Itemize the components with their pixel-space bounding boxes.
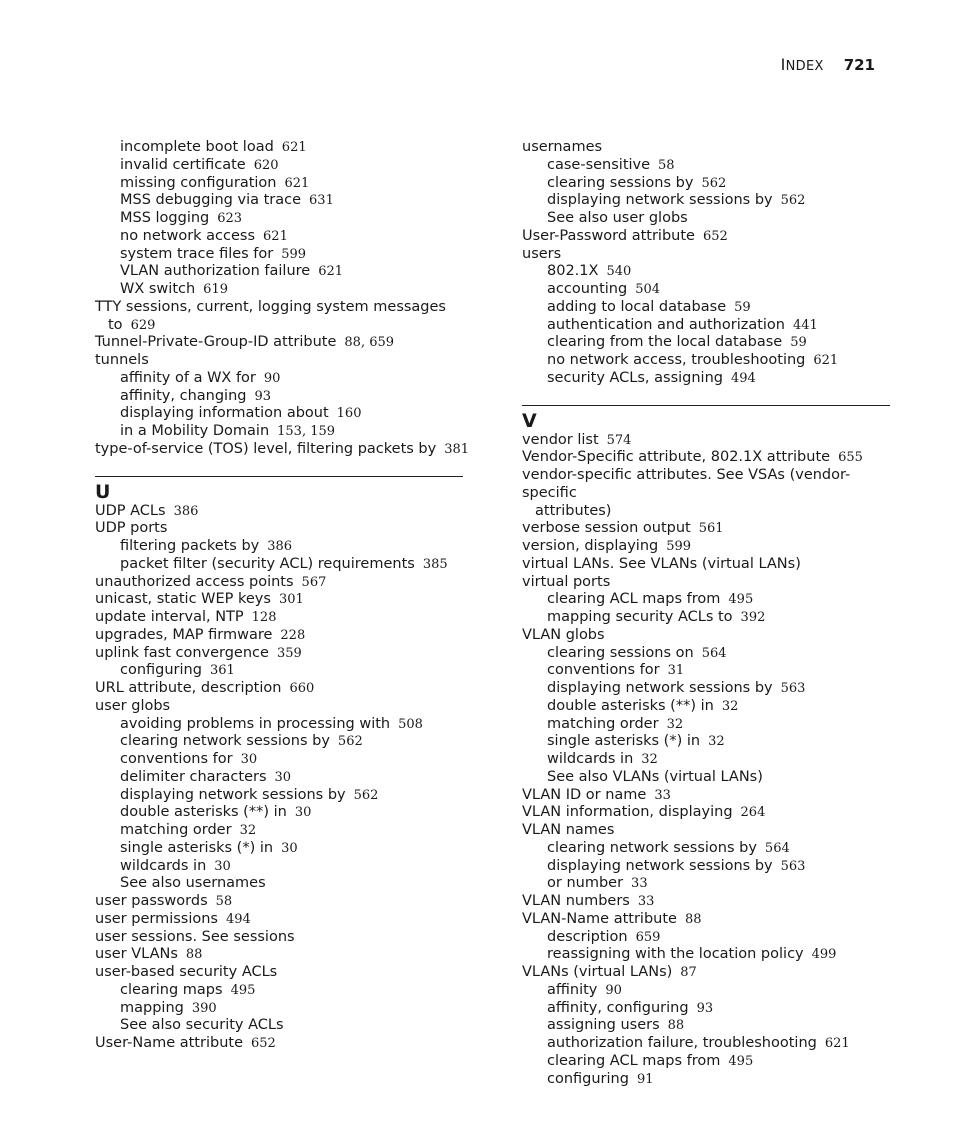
index-term: delimiter characters	[120, 768, 267, 785]
index-entry	[95, 645, 463, 663]
index-term: user permissions	[95, 910, 218, 927]
index-entry	[95, 893, 463, 911]
page-reference: 495	[230, 982, 256, 998]
index-entry	[95, 503, 463, 521]
index-term: Tunnel-Private-Group-ID attribute	[95, 334, 337, 351]
index-term: upgrades, MAP firmware	[95, 626, 273, 643]
page-reference: 631	[309, 193, 334, 209]
index-subentry	[522, 1017, 890, 1035]
index-subentry	[95, 982, 463, 1000]
index-term: description	[547, 928, 628, 945]
index-entry	[522, 432, 890, 450]
page-reference: 599	[281, 246, 307, 262]
index-subentry	[522, 210, 890, 228]
index-subentry	[522, 1000, 890, 1018]
index-subentry	[522, 680, 890, 698]
index-term: clearing ACL maps from	[547, 1052, 721, 1069]
index-term: See also security ACLs	[120, 1017, 284, 1034]
index-subentry	[95, 175, 463, 193]
page-reference: 33	[637, 894, 655, 909]
page-reference: 441	[793, 317, 818, 333]
index-entries-section	[522, 432, 890, 1089]
index-subentry	[95, 716, 463, 734]
index-term: User-Name attribute	[95, 1035, 243, 1051]
page-reference: 32	[641, 752, 658, 767]
index-term: incomplete boot load	[120, 139, 274, 155]
page-reference: 93	[696, 1000, 714, 1016]
index-subentry	[522, 769, 890, 787]
page-reference: 621	[263, 228, 288, 244]
index-entry	[95, 698, 463, 716]
index-term: verbose session output	[522, 520, 691, 537]
index-term: double asterisks (**) in	[547, 697, 714, 714]
page-reference: 228	[280, 627, 306, 643]
page-reference: 30	[281, 840, 298, 856]
index-term: invalid certificate	[120, 156, 246, 173]
index-term: conventions for	[547, 662, 660, 679]
page-reference: 659	[635, 929, 661, 945]
index-term: URL attribute, description	[95, 680, 282, 696]
index-term: matching order	[120, 822, 232, 838]
index-entry	[522, 627, 890, 645]
section-rule	[95, 476, 463, 477]
page-reference: 655	[838, 450, 863, 466]
page-reference: 564	[764, 840, 790, 856]
page-reference: 30	[214, 858, 231, 874]
page-reference: 88	[684, 911, 702, 927]
index-term: unauthorized access points	[95, 573, 294, 590]
index-term: uplink fast convergence	[95, 644, 269, 661]
index-subentry	[522, 716, 890, 734]
index-term: case-sensitive	[547, 156, 651, 173]
page-reference: 652	[251, 1036, 276, 1051]
index-term: TTY sessions, current, logging system messages	[95, 298, 446, 315]
page-reference: 563	[780, 858, 806, 874]
page-reference: 563	[780, 681, 806, 696]
index-term: affinity, changing	[120, 387, 247, 404]
index-entry	[95, 520, 463, 538]
index-term: unicast, static WEP keys	[95, 591, 271, 608]
index-subentry	[95, 388, 463, 406]
page-reference: 58	[215, 894, 233, 909]
index-subentry	[522, 733, 890, 751]
index-term: authentication and authorization	[547, 316, 785, 333]
index-subentry	[522, 929, 890, 947]
index-term: user VLANs	[95, 946, 178, 963]
index-entries-pre	[95, 139, 470, 459]
index-term: affinity of a WX for	[120, 369, 256, 386]
index-term: MSS logging	[120, 210, 210, 226]
index-term: mapping security ACLs to	[547, 609, 733, 625]
page-reference: 562	[780, 193, 806, 209]
page-reference: 494	[730, 370, 756, 386]
index-term: user passwords	[95, 893, 208, 909]
index-entry	[522, 449, 890, 467]
page-reference: 93	[254, 388, 272, 404]
page-reference: 619	[203, 282, 228, 297]
index-entry	[95, 352, 463, 370]
page-reference: 88	[185, 947, 203, 963]
page-reference: 621	[281, 140, 307, 155]
page-reference: 30	[240, 752, 258, 767]
index-subentry	[95, 556, 463, 574]
index-term: See also usernames	[120, 875, 266, 892]
index-subentry	[95, 192, 463, 210]
index-term-continuation: attributes)	[535, 502, 612, 519]
index-entry	[95, 440, 470, 459]
page-reference: 361	[209, 663, 235, 679]
index-entry	[95, 1035, 463, 1053]
index-subentry	[95, 1017, 463, 1035]
index-term: VLAN names	[522, 822, 615, 838]
index-column-left	[95, 139, 470, 1053]
index-subentry	[522, 1053, 890, 1071]
page-reference: 495	[728, 1053, 754, 1069]
page-reference: 562	[337, 734, 363, 750]
index-term: update interval, NTP	[95, 609, 244, 625]
page-reference: 90	[605, 982, 622, 998]
index-subentry	[522, 609, 890, 627]
page-reference: 87	[680, 965, 697, 980]
index-subentry	[522, 299, 890, 317]
index-entry	[522, 467, 890, 520]
index-subentry	[95, 769, 463, 787]
page-reference: 508	[398, 716, 423, 732]
index-term: vendor-specific attributes. See VSAs (vendor-specific	[522, 467, 851, 501]
index-subentry	[522, 662, 890, 680]
page-reference: 88, 659	[344, 335, 395, 351]
index-term: reassigning with the location policy	[547, 946, 804, 963]
page-reference: 128	[251, 610, 277, 625]
index-term-continuation: to 629	[108, 316, 156, 333]
index-subentry	[522, 858, 890, 876]
index-subentry	[95, 263, 463, 281]
index-subentry	[522, 698, 890, 716]
page-reference: 160	[336, 406, 362, 422]
index-subentry	[522, 982, 890, 1000]
index-term: VLAN information, displaying	[522, 804, 733, 821]
index-term: user-based security ACLs	[95, 964, 278, 980]
index-term: UDP ports	[95, 520, 168, 537]
index-term: configuring	[547, 1070, 629, 1087]
index-term: VLAN ID or name	[522, 786, 647, 803]
index-entry	[522, 520, 890, 538]
index-term: missing configuration	[120, 174, 277, 191]
index-term: displaying information about	[120, 405, 329, 422]
index-subentry	[522, 281, 890, 299]
page-reference: 390	[191, 1000, 217, 1016]
index-term: avoiding problems in processing with	[120, 715, 391, 732]
index-entry	[522, 139, 890, 157]
page-reference: 599	[666, 539, 692, 554]
index-term: clearing from the local database	[547, 334, 783, 351]
index-entry	[522, 556, 890, 574]
index-term: tunnels	[95, 352, 149, 368]
index-subentry	[95, 840, 463, 858]
index-term: User-Password attribute	[522, 227, 695, 244]
index-entries-pre	[522, 139, 890, 388]
index-term: virtual LANs. See VLANs (virtual LANs)	[522, 555, 801, 572]
page-number: 721	[843, 56, 875, 74]
page-reference: 623	[217, 211, 243, 226]
index-subentry	[95, 405, 463, 423]
index-term: no network access	[120, 227, 256, 244]
index-entry	[522, 804, 890, 822]
index-subentry	[95, 139, 463, 157]
index-term: no network access, troubleshooting	[547, 352, 806, 368]
page-reference: 32	[721, 698, 739, 714]
page-reference: 153, 159	[277, 424, 336, 439]
index-term: or number	[547, 875, 624, 892]
page-reference: 629	[130, 317, 156, 333]
index-term: accounting	[547, 281, 628, 297]
index-term: affinity	[547, 981, 598, 998]
index-term: UDP ACLs	[95, 502, 166, 519]
index-term: vendor list	[522, 431, 599, 448]
index-entry	[522, 911, 890, 929]
index-term: clearing ACL maps from	[547, 591, 721, 608]
index-term: 802.1X	[547, 263, 599, 280]
index-term: VLAN globs	[522, 626, 605, 643]
index-term: See also VLANs (virtual LANs)	[547, 768, 763, 785]
index-subentry	[95, 822, 463, 840]
index-subentry	[522, 840, 890, 858]
page-reference: 620	[253, 157, 279, 173]
page-reference: 495	[728, 592, 754, 608]
section-letter: U	[95, 480, 111, 503]
index-subentry	[95, 246, 463, 264]
index-subentry	[95, 423, 463, 441]
page-reference: 392	[740, 610, 766, 625]
index-term: user globs	[95, 697, 171, 714]
index-term: double asterisks (**) in	[120, 804, 287, 821]
index-term: displaying network sessions by	[547, 680, 773, 696]
index-entry	[95, 946, 463, 964]
index-subentry	[522, 352, 890, 370]
index-subentry	[522, 263, 890, 281]
index-subentry	[522, 946, 890, 964]
index-subentry	[95, 751, 463, 769]
page-reference: 660	[289, 681, 315, 696]
index-term: security ACLs, assigning	[547, 369, 723, 386]
index-subentry	[95, 804, 463, 822]
index-subentry	[95, 210, 463, 228]
index-term: usernames	[522, 139, 603, 155]
page-reference: 88	[667, 1018, 685, 1034]
index-term: filtering packets by	[120, 538, 260, 554]
index-term: in a Mobility Domain	[120, 423, 270, 439]
index-term: clearing network sessions by	[120, 733, 330, 750]
page-reference: 567	[301, 574, 327, 590]
index-subentry	[95, 787, 463, 805]
index-subentry	[95, 538, 463, 556]
index-term: affinity, configuring	[547, 999, 689, 1016]
page-reference: 59	[734, 299, 751, 315]
index-subentry	[522, 317, 890, 335]
index-entries-section	[95, 503, 463, 1053]
index-subentry	[95, 281, 463, 299]
page-reference: 562	[353, 787, 379, 803]
index-term: clearing sessions on	[547, 644, 694, 661]
index-term: wildcards in	[547, 751, 634, 767]
page-reference: 58	[658, 157, 675, 173]
index-subentry	[95, 370, 463, 388]
index-subentry	[522, 751, 890, 769]
page-reference: 386	[267, 539, 293, 554]
page-reference: 504	[635, 282, 661, 297]
index-term: VLAN authorization failure	[120, 263, 311, 280]
index-entry	[95, 929, 463, 947]
page-reference: 494	[225, 911, 251, 927]
index-term: version, displaying	[522, 538, 659, 554]
index-entry	[95, 591, 463, 609]
page-reference: 621	[284, 175, 310, 191]
page-reference: 30	[274, 769, 292, 785]
index-term: clearing network sessions by	[547, 839, 757, 856]
index-entry	[522, 822, 890, 840]
page-reference: 652	[702, 228, 728, 244]
page-reference: 540	[606, 264, 632, 280]
index-subentry	[522, 175, 890, 193]
section-rule	[522, 405, 890, 406]
index-term: conventions for	[120, 751, 233, 767]
page-reference: 499	[811, 947, 837, 963]
index-term: authorization failure, troubleshooting	[547, 1035, 817, 1051]
page-reference: 385	[422, 556, 448, 572]
index-subentry	[95, 858, 463, 876]
index-subentry	[95, 228, 463, 246]
index-entry	[522, 787, 890, 805]
page-reference: 30	[294, 805, 312, 821]
index-entry	[95, 964, 463, 982]
page-reference: 33	[631, 876, 648, 892]
index-term: clearing maps	[120, 981, 223, 998]
index-term: single asterisks (*) in	[547, 733, 701, 750]
index-entry	[522, 574, 890, 592]
index-term: VLAN-Name attribute	[522, 910, 677, 927]
index-subentry	[95, 662, 463, 680]
index-term: virtual ports	[522, 573, 611, 590]
index-term: single asterisks (*) in	[120, 839, 274, 856]
index-term: displaying network sessions by	[547, 192, 773, 209]
page-reference: 32	[708, 734, 725, 750]
index-entry	[95, 627, 463, 645]
page-reference: 90	[263, 370, 281, 386]
index-entry	[95, 680, 463, 698]
index-term: See also user globs	[547, 210, 688, 226]
index-subentry	[522, 875, 890, 893]
page-reference: 301	[278, 592, 304, 608]
page-reference: 32	[239, 823, 257, 838]
index-term: mapping	[120, 999, 184, 1016]
index-subentry	[95, 1000, 463, 1018]
page-reference: 561	[698, 521, 724, 537]
index-entry	[522, 964, 890, 982]
index-subentry	[522, 1071, 890, 1089]
index-term: packet filter (security ACL) requirements	[120, 555, 415, 572]
page-reference: 564	[701, 645, 727, 661]
index-term: assigning users	[547, 1017, 660, 1034]
index-entry	[95, 574, 463, 592]
page-reference: 264	[740, 805, 766, 821]
index-term: configuring	[120, 662, 202, 679]
index-term: system trace files for	[120, 245, 274, 262]
page-reference: 381	[444, 441, 470, 457]
page-reference: 32	[666, 716, 684, 732]
index-term: VLANs (virtual LANs)	[522, 964, 673, 980]
index-term: matching order	[547, 715, 659, 732]
index-term: user sessions. See sessions	[95, 928, 295, 945]
page-reference: 386	[173, 503, 199, 519]
index-subentry	[522, 591, 890, 609]
index-term: adding to local database	[547, 298, 727, 315]
index-subentry	[95, 157, 463, 175]
index-entry	[95, 299, 463, 335]
page-reference: 621	[824, 1036, 850, 1051]
index-term: users	[522, 245, 562, 262]
index-entry	[522, 893, 890, 911]
index-subentry	[522, 334, 890, 352]
page-reference: 33	[654, 787, 671, 803]
index-subentry	[522, 645, 890, 663]
index-term: WX switch	[120, 281, 196, 297]
index-entry	[95, 911, 463, 929]
index-term: wildcards in	[120, 857, 207, 874]
running-header-label: INDEX	[780, 55, 824, 74]
index-entry	[95, 609, 463, 627]
index-entry	[522, 246, 890, 264]
index-term: clearing sessions by	[547, 174, 694, 191]
index-column-right	[522, 139, 890, 1088]
index-entry	[95, 334, 463, 352]
index-subentry	[95, 733, 463, 751]
index-term: displaying network sessions by	[120, 786, 346, 803]
page-reference: 91	[636, 1071, 654, 1087]
index-entry	[522, 228, 890, 246]
page-reference: 359	[276, 645, 302, 661]
index-subentry	[522, 157, 890, 175]
index-term: displaying network sessions by	[547, 857, 773, 874]
index-term: Vendor-Specific attribute, 802.1X attribute	[522, 449, 831, 466]
page-reference: 31	[667, 663, 685, 679]
index-subentry	[522, 370, 890, 388]
running-header	[781, 55, 875, 74]
page-reference: 59	[790, 335, 807, 351]
index-term: VLAN numbers	[522, 893, 630, 909]
index-term: type-of-service (TOS) level, filtering packets by	[95, 440, 437, 457]
index-subentry	[95, 875, 463, 893]
page-reference: 574	[606, 432, 632, 448]
index-subentry	[522, 192, 890, 210]
section-letter: V	[522, 409, 537, 432]
page-reference: 562	[701, 175, 727, 191]
page-reference: 621	[318, 264, 344, 280]
index-term: MSS debugging via trace	[120, 192, 302, 209]
page-reference: 621	[813, 353, 839, 368]
index-entry	[522, 538, 890, 556]
index-subentry	[522, 1035, 890, 1053]
